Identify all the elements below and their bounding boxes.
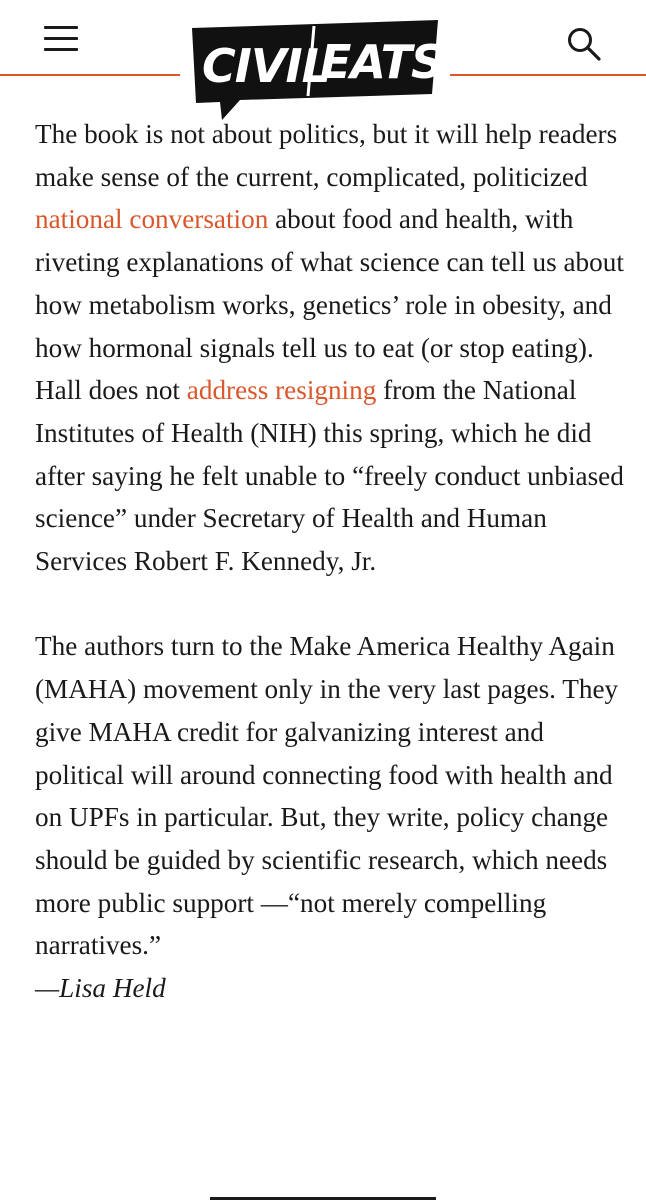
article-body xyxy=(35,113,625,1010)
article-paragraph-1 xyxy=(35,113,625,583)
civil-eats-logo[interactable] xyxy=(180,16,450,126)
author-byline: —Lisa Held xyxy=(35,973,166,1004)
logo-text-civil: CIVIL xyxy=(202,39,330,93)
logo-text-eats: EATS xyxy=(320,35,444,89)
paragraph-text: about food and health, with riveting explanations of what science can tell us about how metabolism works, genetics’ role in obesity, and how hormonal signals tell us to eat (or stop eating). Hall does not xyxy=(35,204,624,406)
paragraph-text: from the National Institutes of Health (NIH) this spring, which he did after saying he felt unable to “freely conduct unbiased science” under Secretary of Health and Human Services Robert F. Kennedy, Jr. xyxy=(35,375,624,577)
paragraph-text: The authors turn to the Make America Healthy Again (MAHA) movement only in the very last pages. They give MAHA credit for galvanizing interest and political will around connecting food with health and on UPFs in particular. But, they write, policy change should be guided by scientific research, which needs more public support —“not merely compelling narratives.” xyxy=(35,631,619,961)
hamburger-menu-icon[interactable] xyxy=(44,24,78,54)
search-icon[interactable] xyxy=(566,26,602,62)
article-paragraph-2 xyxy=(35,625,625,1009)
logo-graphic xyxy=(180,16,450,126)
paragraph-text: The book is not about politics, but it will help readers make sense of the current, complicated, politicized xyxy=(35,119,618,192)
address-resigning-link[interactable]: address resigning xyxy=(186,375,377,406)
site-header xyxy=(0,0,646,110)
national-conversation-link[interactable]: national conversation xyxy=(35,204,269,235)
